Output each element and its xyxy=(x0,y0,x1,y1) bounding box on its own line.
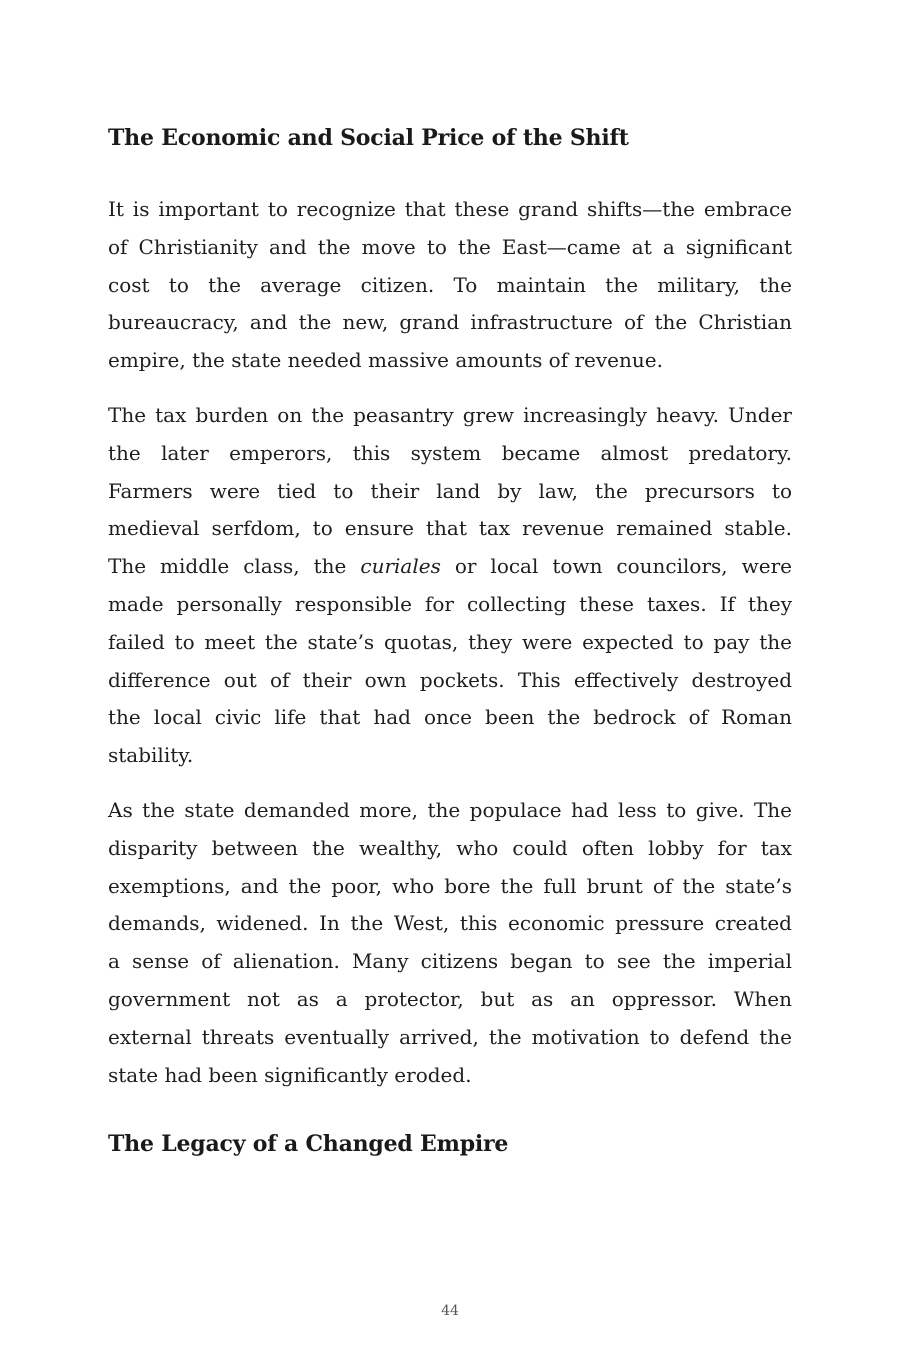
text-line: cost to the average citizen. To maintain the military, the xyxy=(108,272,792,297)
text-line: Farmers were tied to their land by law, the precursors to xyxy=(108,478,792,503)
text-line: medieval serfdom, to ensure that tax revenue remained stable. xyxy=(108,516,792,541)
text-line: of Christianity and the move to the East—came at a significant xyxy=(108,234,792,259)
text-line: the local civic life that had once been the bedrock of Roman xyxy=(108,705,792,730)
text-line: a sense of alienation. Many citizens began to see the imperial xyxy=(108,949,792,974)
page-number: 44 xyxy=(441,1303,459,1319)
paragraph-state-demands xyxy=(108,792,792,1094)
text-line xyxy=(108,548,792,586)
text-line: government not as a protector, but as an oppressor. When xyxy=(108,986,792,1011)
italic-term-curiales: curiales xyxy=(360,554,441,579)
text-line: It is important to recognize that these grand shifts—the embrace xyxy=(108,197,792,221)
paragraph-tax-burden xyxy=(108,397,792,775)
text-line: difference out of their own pockets. This effectively destroyed xyxy=(108,667,792,692)
text-line: bureaucracy, and the new, grand infrastructure of the Christian xyxy=(108,310,792,335)
text-line: exemptions, and the poor, who bore the full brunt of the state’s xyxy=(108,873,792,898)
text-line: The tax burden on the peasantry grew increasingly heavy. Under xyxy=(108,403,792,427)
section-heading-economic-price: The Economic and Social Price of the Shift xyxy=(108,125,629,151)
text-line: failed to meet the state’s quotas, they were expected to pay the xyxy=(108,629,792,654)
text-line: external threats eventually arrived, the motivation to defend the xyxy=(108,1024,792,1049)
text-line: state had been significantly eroded. xyxy=(108,1062,472,1087)
text-line: demands, widened. In the West, this economic pressure created xyxy=(108,911,792,936)
text-segment: or local town councilors, were xyxy=(440,554,792,579)
text-line: disparity between the wealthy, who could often lobby for tax xyxy=(108,835,792,860)
text-line: the later emperors, this system became almost predatory. xyxy=(108,440,792,465)
text-line: stability. xyxy=(108,743,194,768)
text-line: As the state demanded more, the populace had less to give. The xyxy=(108,798,792,822)
text-line: made personally responsible for collecting these taxes. If they xyxy=(108,591,792,616)
paragraph-shift-cost xyxy=(108,191,792,380)
text-line: empire, the state needed massive amounts of revenue. xyxy=(108,348,663,373)
text-segment: The middle class, the xyxy=(108,554,361,579)
section-heading-legacy: The Legacy of a Changed Empire xyxy=(108,1131,509,1157)
